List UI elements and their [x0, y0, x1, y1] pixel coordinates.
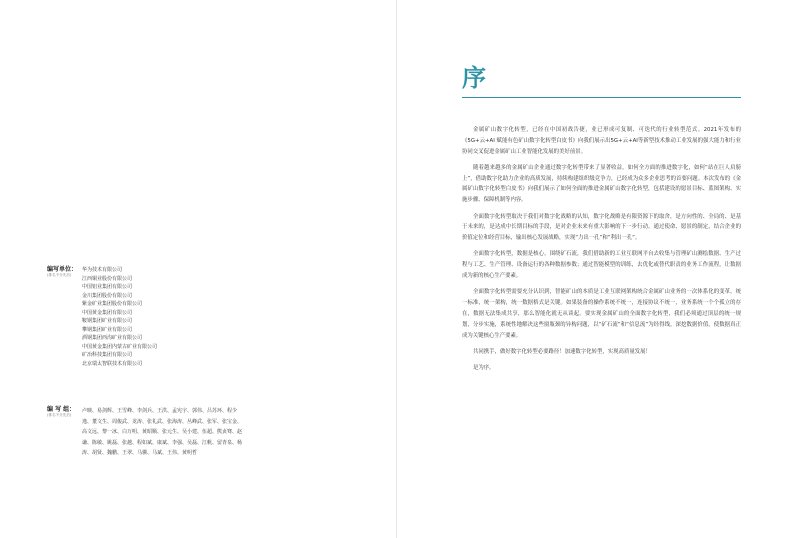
- organization-item: 酒钢集团西沟矿业有限公司: [82, 335, 143, 341]
- author-label: 编 写 组：: [47, 406, 76, 413]
- preface-paragraph: 是为序。: [473, 365, 495, 372]
- organization-item: 北京瑞太智联技术有限公司: [82, 360, 143, 367]
- organization-item: 鞍钢集团矿业有限公司: [82, 318, 133, 324]
- preface-body: [462, 125, 741, 379]
- organization-item: 紫金矿业集团股份有限公司: [82, 301, 143, 307]
- author-list: 卢映、易剑辉、王雪峰、李剑兵、王洪、孟宪宇、郭伟、吕苏环、程少逸、董文生、周俊武、龙涛、张礼武、张海涛、丛峰武、张军、张宝金、高文远、黎一冰、白万明、黄昭顺、张元生、吴小建、伍超、熊贞骞、赵谦、陈敏、姚磊、张越、程如斌、康斌、李强、吴磊、江帆、留青泉、杨涛、胡贤、魏鹏、王翠、马骥、马斌、王伟、黄明哲: [82, 408, 243, 456]
- organization-list: [82, 266, 242, 368]
- editor-label-block: [47, 266, 79, 278]
- organization-item: 华为技术有限公司: [82, 267, 123, 273]
- preface-paragraph: 金属矿山数字化转型，已经在中国初战告捷，业已形成可复制、可迭代的行业转型范式。2021年发布的《5G+云+AI 赋能有色矿山数字化转型白皮书》向我们展示出5G+云+AI等新型技术推动工业发展的强大能力和行业协同交叉促进金属矿山工业智能化发展的美好前景。: [462, 127, 741, 155]
- preface-paragraph: 共同携手，做好数字化转型必要路径！加速数字化转型，实现高质量发展！: [473, 348, 651, 355]
- organization-item: 中国黄金集团内蒙古矿业有限公司: [82, 343, 158, 350]
- organization-item: 中国铝业集团有限公司: [82, 284, 133, 290]
- title-underline: [462, 97, 741, 98]
- organization-item: 江西铜业股份有限公司: [82, 275, 133, 282]
- editor-label: 编写单位：: [47, 266, 78, 273]
- author-label-block: [47, 406, 79, 418]
- author-note: (排名不分先后): [47, 413, 72, 417]
- organization-item: 中国黄金集团有限公司: [82, 309, 133, 316]
- preface-paragraph: 全面数字化转型取决于我们对数字化战略的认知，数字化战略是有限资源下的取舍，是方向性的、全局的、是基于未来的，是达成中长期目标的手段，是对企业未来有重大影响的下一步行动。通过使命、愿景的制定，结合企业的价值定位和经营目标，输出核心发展战略，实现“力出一孔”和“利出一孔”。: [462, 213, 741, 242]
- organization-item: 攀钢集团矿业有限公司: [82, 326, 133, 333]
- preface-paragraph: 随着越来越多的金属矿山企业通过数字化转型带来了显著收益，如何全方面的推进数字化，如何“站在巨人肩膀上”，借助数字化助力企业的高质发展，持续构建组织级竞争力，已经成为众多企业思考的首要问题。本次发布的《金属矿山数字化转型白皮书》向我们展示了如何全面的推进金属矿山数字化转型，包括建设的愿景目标、蓝图架构、实施步骤、保障机制等内容。: [462, 164, 741, 204]
- preface-title: 序: [462, 64, 486, 92]
- left-page: [0, 0, 396, 538]
- book-spine: [396, 0, 397, 538]
- editor-note: (排名不分先后): [47, 273, 72, 277]
- preface-paragraph: 全面数字化转型，数据是核心。围绕矿石流，我们借助新的工业互联网平台去收集与管理矿山测绘数据、生产过程与工艺、生产管理、设备运行的各种数据参数；通过智能模型的训练，去优化或替代职责的业务工作流程，让数据成为新的核心生产要素。: [462, 251, 741, 280]
- preface-paragraph: 全面数字化转型需要充分认识到，智能矿山的本质是工业互联网架构统合金属矿山业务的一次体系化的变革，统一标准，统一架构，统一数据格式是关键。如果装备的操作系统不统一，连接协议不统一，业务系统一个个孤立的存在，数据无法集成共享，那么智能化就无从谈起。要实现金属矿山的全面数字化转型，我们必须通过顶层的统一规划，分步实施，系统性地解决这些窗瓶颈的异构问题，以“矿石流”和“信息流”为经得线，深挖数据价值，使数据真正成为关键核心生产要素。: [462, 289, 741, 339]
- organization-item: 金川集团股份有限公司: [82, 292, 133, 299]
- organization-item: 矿冶科技集团有限公司: [82, 352, 133, 358]
